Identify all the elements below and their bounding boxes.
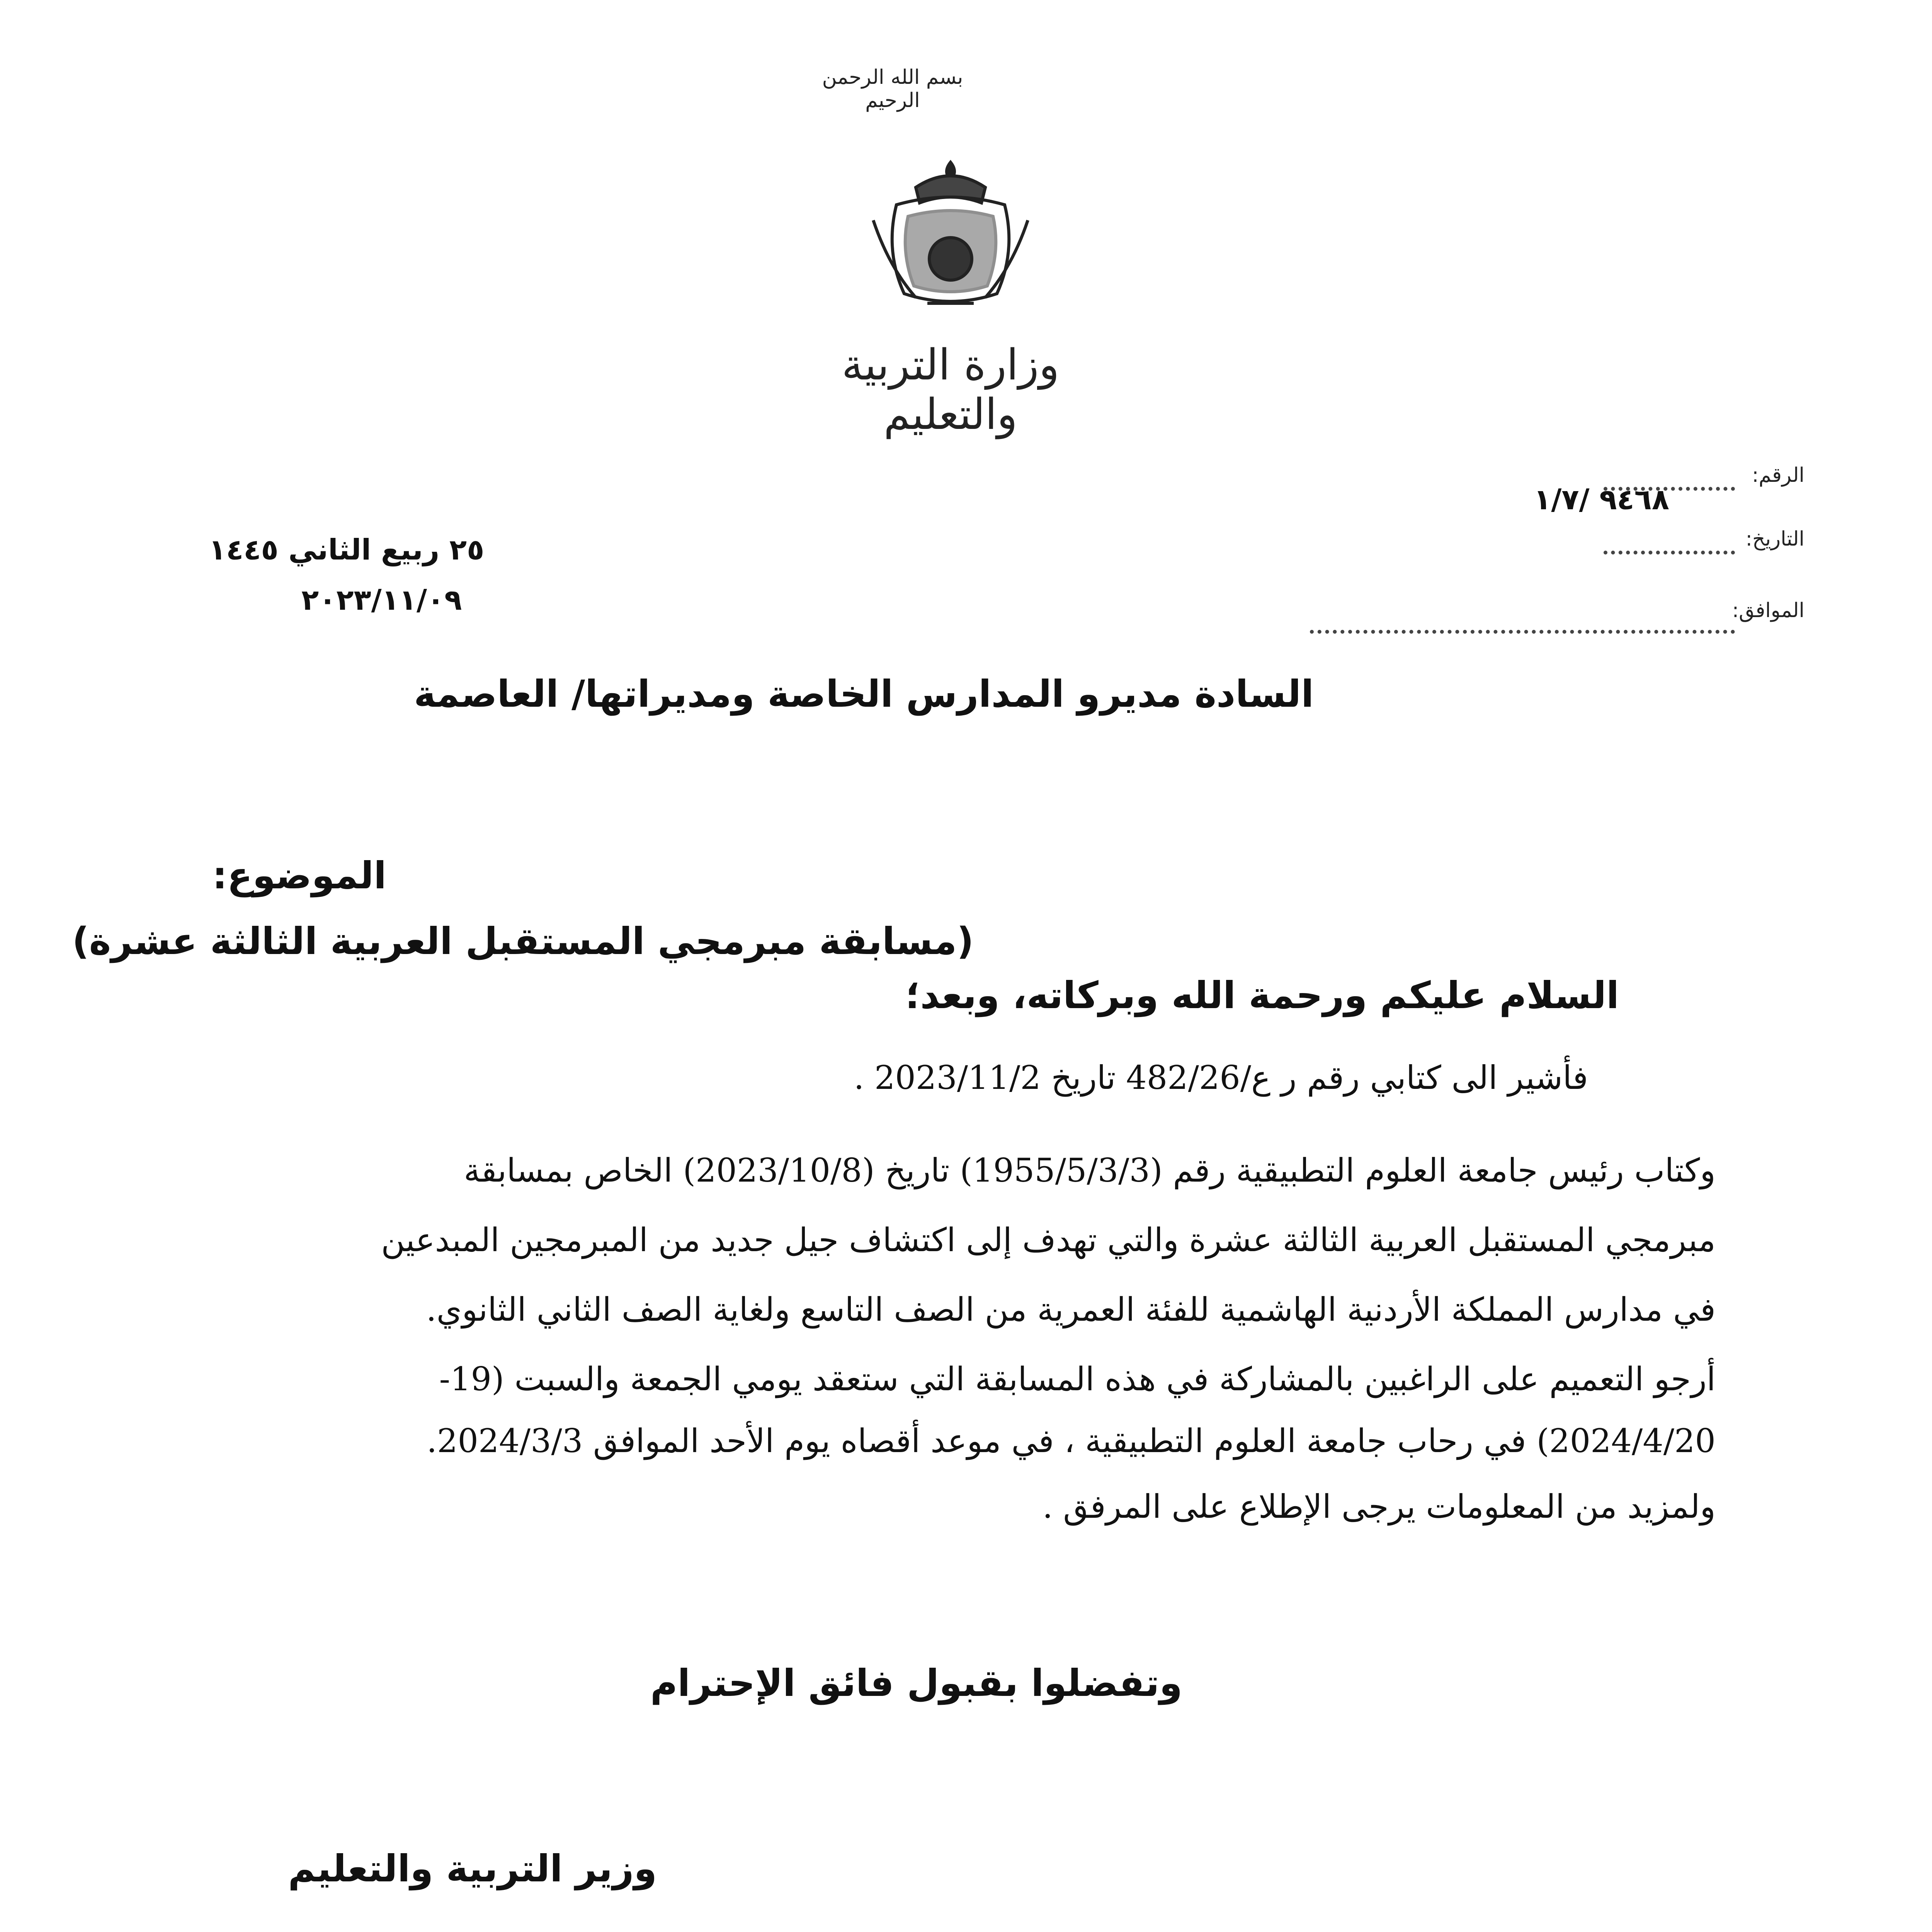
body-line: أرجو التعميم على الراغبين بالمشاركة في هذه المسابقة التي ستعقد يومي الجمعة والسبت (19- <box>439 1360 1716 1398</box>
closing: وتفضلوا بقبول فائق الإحترام <box>650 1662 1182 1705</box>
body-line: 2024/4/20) في رحاب جامعة العلوم التطبيقية ، في موعد أقصاه يوم الأحد الموافق 2024/3/3. <box>427 1422 1716 1460</box>
body-line: ولمزيد من المعلومات يرجى الإطلاع على المرفق . <box>1043 1488 1716 1526</box>
reference-number-value: ٩٤٦٨ /١/٧ <box>1534 483 1669 516</box>
recipient: السادة مديرو المدارس الخاصة ومديراتها/ العاصمة <box>414 672 1314 716</box>
body-line: وكتاب رئيس جامعة العلوم التطبيقية رقم (1955/5/3/3) تاريخ (2023/10/8) الخاص بمسابقة <box>464 1151 1716 1189</box>
greeting: السلام عليكم ورحمة الله وبركاته، وبعد؛ <box>905 974 1619 1017</box>
basmala: بسم الله الرحمن الرحيم <box>822 66 963 112</box>
subject-line: (مسابقة مبرمجي المستقبل العربية الثالثة عشرة) <box>72 920 974 963</box>
reference-corresponding-value: ٢٠٢٣/١١/٠٩ <box>301 583 462 617</box>
signatory: وزير التربية والتعليم <box>288 1847 657 1890</box>
reference-corresponding-dots <box>1310 630 1735 634</box>
reference-date-value: ٢٥ ربيع الثاني ١٤٤٥ <box>209 533 485 566</box>
ministry-name: وزارة التربية والتعليم <box>842 340 1060 439</box>
handwritten-signature-icon <box>116 1924 696 1932</box>
reference-date-label: التاريخ: <box>1745 527 1804 551</box>
subject-label: الموضوع: <box>212 854 386 897</box>
body-line: مبرمجي المستقبل العربية الثالثة عشرة والتي تهدف إلى اكتشاف جيل جديد من المبرمجين المبدعين <box>381 1221 1716 1259</box>
body-line: فأشير الى كتابي رقم ر ع/482/26 تاريخ 2023/11/2 . <box>854 1059 1588 1097</box>
reference-number-label: الرقم: <box>1752 464 1804 487</box>
crown-emblem-icon <box>850 151 1051 313</box>
body-line: في مدارس المملكة الأردنية الهاشمية للفئة العمرية من الصف التاسع ولغاية الصف الثاني الثانوي. <box>426 1291 1716 1328</box>
reference-corresponding-label: الموافق: <box>1732 599 1804 622</box>
